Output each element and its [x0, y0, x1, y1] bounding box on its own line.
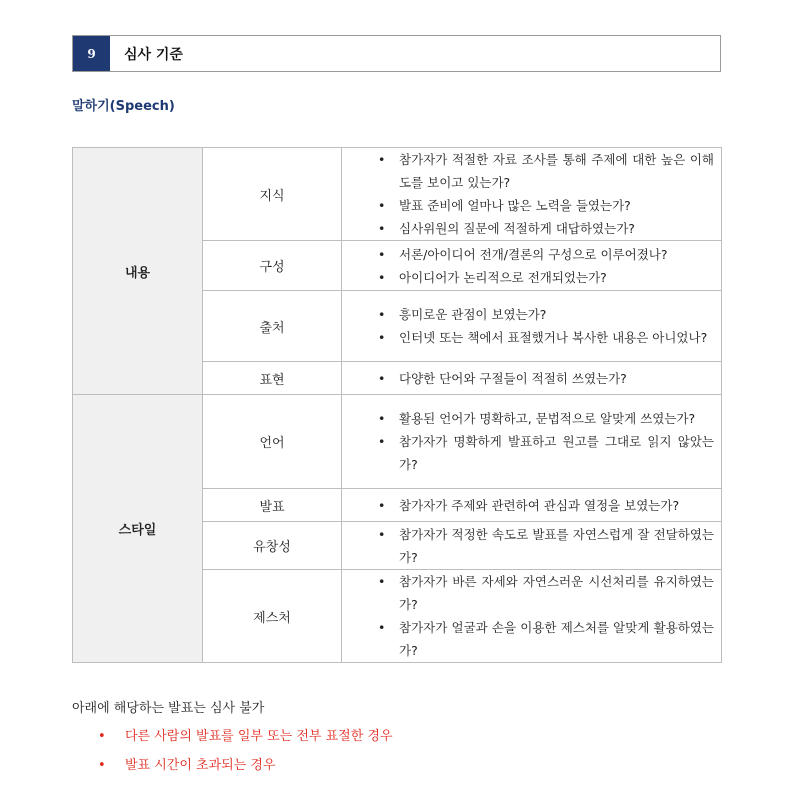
section-number: 9: [73, 36, 110, 71]
disqualification-note: 아래에 해당하는 발표는 심사 불가: [72, 701, 265, 716]
subcategory-knowledge: 지식: [203, 148, 342, 241]
bullet: •: [378, 370, 386, 386]
bullet: •: [378, 620, 386, 635]
list-item: • 심사위원의 질문에 적절하게 대답하였는가?: [342, 217, 714, 240]
subcategory-source: 출처: [203, 291, 342, 362]
list-item: • 아이디어가 논리적으로 전개되었는가?: [342, 266, 714, 289]
table-row: [73, 395, 722, 489]
criteria-list: [342, 367, 714, 390]
section-header: [72, 35, 721, 72]
bullet: •: [378, 307, 386, 322]
bullet: •: [378, 198, 386, 213]
list-item: • 참가자가 적절한 자료 조사를 통해 주제에 대한 높은 이해도를 보이고 있는가?: [342, 148, 714, 194]
bullet: •: [378, 497, 386, 513]
disqualification-list: [72, 722, 672, 780]
subcategory-gesture: 제스처: [203, 570, 342, 663]
criteria-list: [342, 494, 714, 517]
section-title: 심사 기준: [124, 46, 183, 63]
list-item: • 발표 준비에 얼마나 많은 노력을 들였는가?: [342, 194, 714, 217]
bullet: •: [378, 246, 386, 262]
subtitle: 말하기(Speech): [72, 99, 175, 114]
criteria-list: [342, 523, 714, 569]
list-item: • 흥미로운 관점이 보였는가?: [342, 303, 714, 326]
list-item: • 서론/아이디어 전개/결론의 구성으로 이루어졌나?: [342, 243, 714, 266]
subcategory-expression: 표현: [203, 362, 342, 395]
subcategory-presentation: 발표: [203, 489, 342, 522]
criteria-list: [342, 243, 714, 289]
list-item: • 활용된 언어가 명확하고, 문법적으로 알맞게 쓰였는가?: [342, 407, 714, 430]
criteria-list: [342, 148, 714, 240]
category-style: 스타일: [73, 395, 203, 663]
bullet: •: [98, 729, 106, 744]
list-item: • 참가자가 주제와 관련하여 관심과 열정을 보였는가?: [342, 494, 714, 517]
list-item: • 인터넷 또는 책에서 표절했거나 복사한 내용은 아니었나?: [342, 326, 714, 349]
criteria-list: [342, 407, 714, 476]
list-item: • 발표 시간이 초과되는 경우: [72, 751, 672, 780]
subcategory-fluency: 유창성: [203, 522, 342, 570]
list-item: • 다양한 단어와 구절들이 적절히 쓰였는가?: [342, 367, 714, 390]
list-item: • 참가자가 바른 자세와 자연스러운 시선처리를 유지하였는가?: [342, 570, 714, 616]
bullet: •: [98, 758, 106, 773]
bullet: •: [378, 152, 386, 167]
criteria-list: [342, 570, 714, 662]
bullet: •: [378, 574, 386, 589]
list-item: • 참가자가 명확하게 발표하고 원고를 그대로 읽지 않았는가?: [342, 430, 714, 476]
bullet: •: [378, 221, 386, 236]
subcategory-language: 언어: [203, 395, 342, 489]
criteria-list: [342, 303, 714, 349]
list-item: • 참가자가 적정한 속도로 발표를 자연스럽게 잘 전달하였는가?: [342, 523, 714, 569]
bullet: •: [378, 269, 386, 285]
category-content: 내용: [73, 148, 203, 395]
bullet: •: [378, 330, 386, 345]
bullet: •: [378, 526, 386, 542]
list-item: • 참가자가 얼굴과 손을 이용한 제스처를 알맞게 활용하였는가?: [342, 616, 714, 662]
subcategory-structure: 구성: [203, 241, 342, 291]
bullet: •: [378, 411, 386, 426]
bullet: •: [378, 434, 386, 449]
criteria-table: [72, 147, 722, 663]
list-item: • 다른 사람의 발표를 일부 또는 전부 표절한 경우: [72, 722, 672, 751]
table-row: [73, 148, 722, 241]
